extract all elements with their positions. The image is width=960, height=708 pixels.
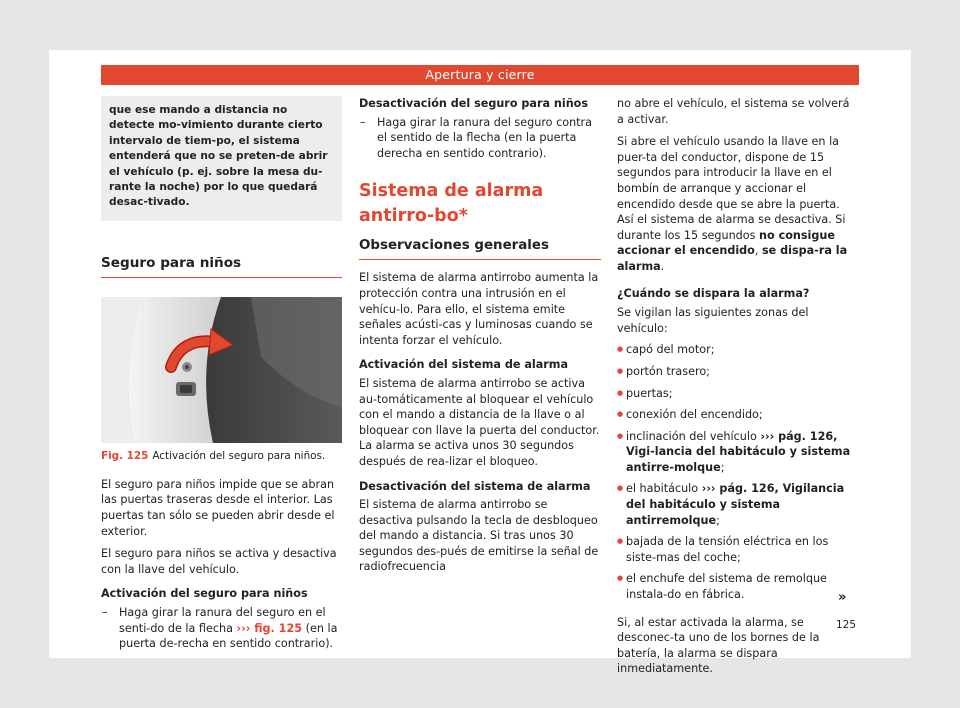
figure-caption — [101, 449, 342, 463]
paragraph — [617, 134, 859, 274]
text-span-bold: no consigue accionar el encendido — [617, 228, 835, 258]
list-text: ; — [716, 513, 720, 527]
figure-code: 6JA-0339 — [307, 432, 339, 441]
step-item: – Haga girar la ranura del seguro contra el sentido de la flecha (en la puerta derecha en sentido contrario). — [359, 115, 601, 162]
figure-label: Fig. 125 — [101, 449, 149, 462]
step-text: (en la puerta de-recha en sentido contrario). — [119, 621, 338, 651]
paragraph: Se vigilan las siguientes zonas del vehículo: — [617, 306, 809, 335]
continue-arrow-icon: » — [838, 590, 847, 605]
note-box: que ese mando a distancia no detecte mo-vimiento durante cierto intervalo de tiem-po, el sistema entenderá que no se preten-de abrir el vehículo (p. ej. sobre la mesa du-rante la noche) por lo que quedará desac-tivado. — [101, 96, 342, 221]
list-item: ● bajada de la tensión eléctrica en los siste-mas del coche; — [617, 534, 859, 565]
step-item — [101, 605, 342, 652]
list-item: ● portón trasero; — [617, 364, 859, 380]
subheading: ¿Cuándo se dispara la alarma? — [617, 286, 810, 300]
text-span: . — [660, 259, 665, 273]
figure-reference-link[interactable]: ››› fig. 125 — [236, 621, 303, 635]
column-2 — [359, 96, 601, 575]
list-text: inclinación del vehículo — [626, 429, 757, 443]
step-text: Haga girar la ranura del seguro en el senti-do de la flecha — [119, 606, 326, 635]
paragraph: El seguro para niños impide que se abran las puertas traseras desde el interior. Las puertas tan sólo se pueden abrir desde el exterior. — [101, 477, 335, 538]
paragraph: El sistema de alarma antirrobo aumenta la protección contra una intrusión en el vehícu-lo. Para ello, el sistema emite señales acústi-cas y luminosas cuando se intenta forzar el vehículo. — [359, 271, 599, 347]
subheading: Activación del seguro para niños — [101, 587, 308, 601]
section-title: Sistema de alarma antirro-bo* — [359, 181, 544, 227]
list-item: ● el enchufe del sistema de remolque instala-do en fábrica. — [617, 571, 859, 602]
page-reference-link[interactable]: ››› pág. 126, Vigi-lancia del habitáculo y sistema antirre-molque — [626, 429, 851, 474]
list-item — [617, 429, 859, 476]
paragraph: Si, al estar activada la alarma, se desconec-ta uno de los bornes de la batería, la alarma se dispara inmediatamente. — [617, 615, 820, 676]
column-1 — [101, 96, 342, 652]
child-lock-illustration — [101, 297, 342, 443]
subheading: Activación del sistema de alarma — [359, 358, 568, 372]
list-text: el habitáculo — [626, 482, 699, 496]
text-span: Si abre el vehículo usando la llave en la puer-ta del conductor, dispone de 15 segundos para introducir la llave en el bombín de arranque y accionar el encendido desde que se abre la puerta. Así el sistema de alarma se desactiva. Si durante los 15 segundos — [617, 135, 846, 242]
list-item: ● puertas; — [617, 386, 859, 402]
list-item — [617, 481, 859, 528]
subheading: Desactivación del seguro para niños — [359, 97, 589, 110]
heading-seguro-ninos: Seguro para niños — [101, 255, 342, 278]
text-span: , — [754, 244, 762, 258]
text-span-bold: se dispa-ra la alarma — [617, 244, 848, 273]
list-item: ● capó del motor; — [617, 342, 859, 358]
subheading: Desactivación del sistema de alarma — [359, 479, 591, 493]
list-item: ● conexión del encendido; — [617, 407, 859, 423]
list-text: ; — [720, 460, 725, 474]
paragraph: El seguro para niños se activa y desactiva con la llave del vehículo. — [101, 547, 337, 576]
page-reference-link[interactable]: ››› pág. 126, Vigilancia del habitáculo y sistema antirremolque — [626, 482, 845, 527]
section-header: Apertura y cierre — [101, 65, 859, 85]
figure-child-lock — [101, 297, 342, 443]
page-number: 125 — [836, 619, 857, 631]
paragraph: El sistema de alarma antirrobo se desactiva pulsando la tecla de desbloqueo del mando a distancia. Si tras unos 30 segundos des-pués de emitirse la señal de radiofrecuencia — [359, 498, 599, 574]
heading-observaciones: Observaciones generales — [359, 238, 601, 260]
figure-caption-text: Activación del seguro para niños. — [152, 449, 326, 462]
paragraph: El sistema de alarma antirrobo se activa au-tomáticamente al bloquear el vehículo con el mando a distancia de la llave o al bloquear con llave la puerta del conductor. La alarma se activa unos 30 segundos después de rea-lizar el bloqueo. — [359, 376, 600, 468]
paragraph: no abre el vehículo, el sistema se volverá a activar. — [617, 97, 850, 126]
column-3 — [617, 96, 859, 677]
